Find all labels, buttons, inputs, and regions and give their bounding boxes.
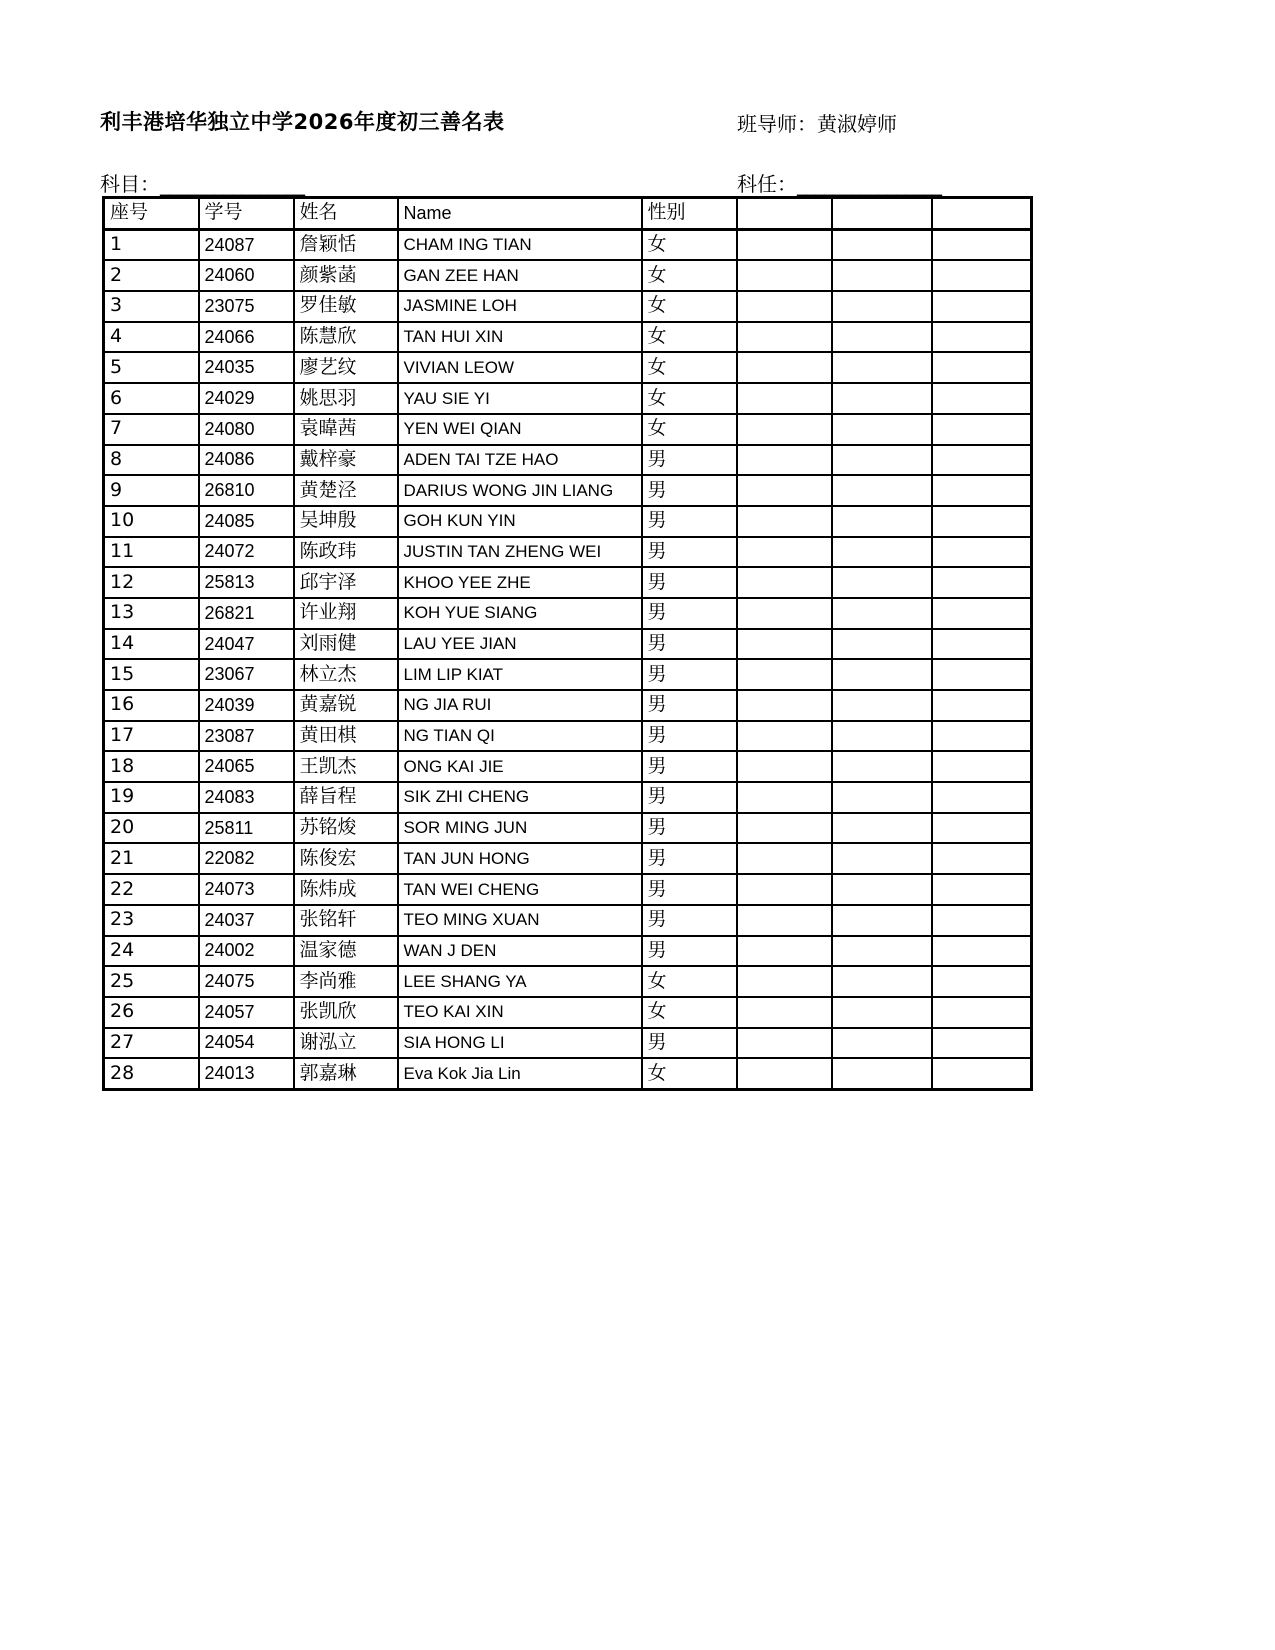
student-row xyxy=(104,567,1032,598)
gender-cell: 女 xyxy=(642,352,737,383)
english-name-cell: TAN JUN HONG xyxy=(398,843,642,874)
english-name-cell: GOH KUN YIN xyxy=(398,506,642,537)
empty-cell xyxy=(737,260,832,291)
gender-cell: 女 xyxy=(642,260,737,291)
empty-cell xyxy=(932,905,1032,936)
empty-cell xyxy=(737,690,832,721)
english-name-cell: LAU YEE JIAN xyxy=(398,629,642,660)
empty-cell xyxy=(832,721,932,752)
empty-cell xyxy=(832,352,932,383)
empty-cell xyxy=(832,1028,932,1059)
chinese-name-cell: 苏铭焌 xyxy=(294,813,398,844)
english-name-cell: ONG KAI JIE xyxy=(398,751,642,782)
chinese-name-cell: 袁暐茜 xyxy=(294,414,398,445)
seat-number-cell: 20 xyxy=(104,813,199,844)
chinese-name-cell: 邱宇泽 xyxy=(294,567,398,598)
empty-cell xyxy=(932,352,1032,383)
empty-cell xyxy=(932,567,1032,598)
chinese-name-cell: 颜紫菡 xyxy=(294,260,398,291)
chinese-name-cell: 许业翔 xyxy=(294,598,398,629)
student-row xyxy=(104,936,1032,967)
seat-number-cell: 16 xyxy=(104,690,199,721)
empty-cell xyxy=(932,751,1032,782)
english-name-cell: YAU SIE YI xyxy=(398,383,642,414)
seat-number-cell: 26 xyxy=(104,997,199,1028)
gender-cell: 女 xyxy=(642,322,737,353)
empty-cell xyxy=(737,229,832,260)
student-row xyxy=(104,445,1032,476)
gender-cell: 男 xyxy=(642,659,737,690)
english-name-cell: Eva Kok Jia Lin xyxy=(398,1058,642,1089)
empty-cell xyxy=(737,352,832,383)
chinese-name-cell: 谢泓立 xyxy=(294,1028,398,1059)
english-name-cell: DARIUS WONG JIN LIANG xyxy=(398,475,642,506)
chinese-name-cell: 张铭轩 xyxy=(294,905,398,936)
english-name-cell: JASMINE LOH xyxy=(398,291,642,322)
empty-cell xyxy=(932,1028,1032,1059)
english-name-cell: VIVIAN LEOW xyxy=(398,352,642,383)
empty-cell xyxy=(932,843,1032,874)
empty-cell xyxy=(932,322,1032,353)
chinese-name-cell: 陈炜成 xyxy=(294,874,398,905)
page-title: 利丰港培华独立中学2026年度初三善名表 xyxy=(100,110,505,134)
empty-cell xyxy=(832,690,932,721)
english-name-cell: KHOO YEE ZHE xyxy=(398,567,642,598)
empty-cell xyxy=(832,813,932,844)
student-id-cell: 22082 xyxy=(199,843,294,874)
empty-cell xyxy=(737,659,832,690)
student-row xyxy=(104,260,1032,291)
header-empty xyxy=(932,198,1032,230)
subject-blank-line: ________________ xyxy=(160,172,304,196)
subject-label: 科目： xyxy=(100,172,160,196)
seat-number-cell: 23 xyxy=(104,905,199,936)
student-row xyxy=(104,598,1032,629)
english-name-cell: LIM LIP KIAT xyxy=(398,659,642,690)
student-id-cell: 26821 xyxy=(199,598,294,629)
chinese-name-cell: 詹颖恬 xyxy=(294,229,398,260)
student-id-cell: 24085 xyxy=(199,506,294,537)
seat-number-cell: 6 xyxy=(104,383,199,414)
student-id-cell: 24073 xyxy=(199,874,294,905)
student-row xyxy=(104,352,1032,383)
gender-cell: 男 xyxy=(642,475,737,506)
gender-cell: 女 xyxy=(642,966,737,997)
seat-number-cell: 17 xyxy=(104,721,199,752)
gender-cell: 男 xyxy=(642,905,737,936)
student-id-cell: 24080 xyxy=(199,414,294,445)
empty-cell xyxy=(832,659,932,690)
chinese-name-cell: 李尚雅 xyxy=(294,966,398,997)
gender-cell: 男 xyxy=(642,782,737,813)
english-name-cell: KOH YUE SIANG xyxy=(398,598,642,629)
header-row xyxy=(104,198,1032,230)
seat-number-cell: 2 xyxy=(104,260,199,291)
student-id-cell: 25811 xyxy=(199,813,294,844)
header-student-id: 学号 xyxy=(199,198,294,230)
gender-cell: 男 xyxy=(642,936,737,967)
chinese-name-cell: 刘雨健 xyxy=(294,629,398,660)
gender-cell: 女 xyxy=(642,291,737,322)
student-id-cell: 24047 xyxy=(199,629,294,660)
gender-cell: 男 xyxy=(642,843,737,874)
header-empty xyxy=(737,198,832,230)
chinese-name-cell: 姚思羽 xyxy=(294,383,398,414)
gender-cell: 男 xyxy=(642,874,737,905)
student-row xyxy=(104,506,1032,537)
student-id-cell: 23067 xyxy=(199,659,294,690)
english-name-cell: ADEN TAI TZE HAO xyxy=(398,445,642,476)
empty-cell xyxy=(832,506,932,537)
student-row xyxy=(104,414,1032,445)
empty-cell xyxy=(832,905,932,936)
empty-cell xyxy=(737,782,832,813)
empty-cell xyxy=(932,936,1032,967)
student-row xyxy=(104,475,1032,506)
seat-number-cell: 27 xyxy=(104,1028,199,1059)
header-empty xyxy=(832,198,932,230)
student-row xyxy=(104,383,1032,414)
student-row xyxy=(104,629,1032,660)
student-table-body xyxy=(104,229,1032,1089)
seat-number-cell: 24 xyxy=(104,936,199,967)
english-name-cell: WAN J DEN xyxy=(398,936,642,967)
chinese-name-cell: 王凯杰 xyxy=(294,751,398,782)
gender-cell: 男 xyxy=(642,445,737,476)
student-row xyxy=(104,782,1032,813)
student-row xyxy=(104,659,1032,690)
seat-number-cell: 9 xyxy=(104,475,199,506)
empty-cell xyxy=(737,905,832,936)
chinese-name-cell: 黄田棋 xyxy=(294,721,398,752)
empty-cell xyxy=(737,997,832,1028)
empty-cell xyxy=(932,475,1032,506)
empty-cell xyxy=(932,997,1032,1028)
english-name-cell: LEE SHANG YA xyxy=(398,966,642,997)
english-name-cell: YEN WEI QIAN xyxy=(398,414,642,445)
student-id-cell: 24002 xyxy=(199,936,294,967)
student-row xyxy=(104,537,1032,568)
chinese-name-cell: 林立杰 xyxy=(294,659,398,690)
student-row xyxy=(104,721,1032,752)
empty-cell xyxy=(737,537,832,568)
empty-cell xyxy=(932,537,1032,568)
empty-cell xyxy=(932,721,1032,752)
student-row xyxy=(104,813,1032,844)
student-row xyxy=(104,751,1032,782)
student-id-cell: 24065 xyxy=(199,751,294,782)
header-seat: 座号 xyxy=(104,198,199,230)
student-row xyxy=(104,874,1032,905)
empty-cell xyxy=(932,291,1032,322)
subject-line xyxy=(100,168,304,197)
empty-cell xyxy=(832,260,932,291)
english-name-cell: TAN WEI CHENG xyxy=(398,874,642,905)
gender-cell: 女 xyxy=(642,229,737,260)
chinese-name-cell: 温家德 xyxy=(294,936,398,967)
empty-cell xyxy=(737,322,832,353)
student-row xyxy=(104,291,1032,322)
student-id-cell: 24013 xyxy=(199,1058,294,1089)
seat-number-cell: 19 xyxy=(104,782,199,813)
english-name-cell: SIK ZHI CHENG xyxy=(398,782,642,813)
empty-cell xyxy=(832,414,932,445)
student-id-cell: 24066 xyxy=(199,322,294,353)
gender-cell: 男 xyxy=(642,598,737,629)
student-id-cell: 24037 xyxy=(199,905,294,936)
empty-cell xyxy=(832,782,932,813)
student-row xyxy=(104,997,1032,1028)
seat-number-cell: 21 xyxy=(104,843,199,874)
student-row xyxy=(104,322,1032,353)
empty-cell xyxy=(737,506,832,537)
empty-cell xyxy=(932,445,1032,476)
empty-cell xyxy=(932,690,1032,721)
chinese-name-cell: 戴梓豪 xyxy=(294,445,398,476)
empty-cell xyxy=(832,629,932,660)
empty-cell xyxy=(737,721,832,752)
gender-cell: 女 xyxy=(642,1058,737,1089)
seat-number-cell: 22 xyxy=(104,874,199,905)
seat-number-cell: 7 xyxy=(104,414,199,445)
seat-number-cell: 13 xyxy=(104,598,199,629)
english-name-cell: TEO MING XUAN xyxy=(398,905,642,936)
english-name-cell: SOR MING JUN xyxy=(398,813,642,844)
empty-cell xyxy=(932,813,1032,844)
empty-cell xyxy=(932,874,1032,905)
student-id-cell: 24083 xyxy=(199,782,294,813)
empty-cell xyxy=(737,874,832,905)
seat-number-cell: 3 xyxy=(104,291,199,322)
student-row xyxy=(104,1058,1032,1089)
seat-number-cell: 12 xyxy=(104,567,199,598)
student-row xyxy=(104,229,1032,260)
student-roster-table xyxy=(102,196,1033,1091)
empty-cell xyxy=(737,475,832,506)
empty-cell xyxy=(932,383,1032,414)
empty-cell xyxy=(932,414,1032,445)
student-id-cell: 23075 xyxy=(199,291,294,322)
table-header xyxy=(104,198,1032,230)
empty-cell xyxy=(832,567,932,598)
student-row xyxy=(104,1028,1032,1059)
gender-cell: 男 xyxy=(642,721,737,752)
student-id-cell: 24087 xyxy=(199,229,294,260)
chinese-name-cell: 薛旨程 xyxy=(294,782,398,813)
chinese-name-cell: 黄嘉锐 xyxy=(294,690,398,721)
empty-cell xyxy=(737,445,832,476)
student-row xyxy=(104,843,1032,874)
empty-cell xyxy=(737,629,832,660)
seat-number-cell: 25 xyxy=(104,966,199,997)
student-id-cell: 24039 xyxy=(199,690,294,721)
student-id-cell: 24060 xyxy=(199,260,294,291)
empty-cell xyxy=(737,414,832,445)
header-gender: 性别 xyxy=(642,198,737,230)
student-id-cell: 24035 xyxy=(199,352,294,383)
empty-cell xyxy=(737,598,832,629)
empty-cell xyxy=(932,629,1032,660)
empty-cell xyxy=(932,782,1032,813)
empty-cell xyxy=(832,537,932,568)
chinese-name-cell: 罗佳敏 xyxy=(294,291,398,322)
gender-cell: 男 xyxy=(642,1028,737,1059)
english-name-cell: JUSTIN TAN ZHENG WEI xyxy=(398,537,642,568)
gender-cell: 男 xyxy=(642,537,737,568)
empty-cell xyxy=(832,291,932,322)
student-id-cell: 24054 xyxy=(199,1028,294,1059)
empty-cell xyxy=(737,1028,832,1059)
subject-teacher-label: 科任： xyxy=(737,172,797,196)
empty-cell xyxy=(832,751,932,782)
empty-cell xyxy=(932,598,1032,629)
english-name-cell: GAN ZEE HAN xyxy=(398,260,642,291)
gender-cell: 男 xyxy=(642,629,737,660)
header-chinese-name: 姓名 xyxy=(294,198,398,230)
chinese-name-cell: 廖艺纹 xyxy=(294,352,398,383)
seat-number-cell: 15 xyxy=(104,659,199,690)
student-row xyxy=(104,966,1032,997)
empty-cell xyxy=(832,322,932,353)
empty-cell xyxy=(832,936,932,967)
empty-cell xyxy=(832,383,932,414)
empty-cell xyxy=(832,997,932,1028)
chinese-name-cell: 张凯欣 xyxy=(294,997,398,1028)
empty-cell xyxy=(832,475,932,506)
empty-cell xyxy=(737,291,832,322)
chinese-name-cell: 陈慧欣 xyxy=(294,322,398,353)
empty-cell xyxy=(932,229,1032,260)
empty-cell xyxy=(832,229,932,260)
subject-teacher-blank-line: ________________ xyxy=(797,172,941,196)
empty-cell xyxy=(737,567,832,598)
empty-cell xyxy=(737,383,832,414)
student-id-cell: 24029 xyxy=(199,383,294,414)
chinese-name-cell: 陈政玮 xyxy=(294,537,398,568)
empty-cell xyxy=(932,1058,1032,1089)
seat-number-cell: 28 xyxy=(104,1058,199,1089)
seat-number-cell: 4 xyxy=(104,322,199,353)
empty-cell xyxy=(737,936,832,967)
seat-number-cell: 14 xyxy=(104,629,199,660)
student-id-cell: 25813 xyxy=(199,567,294,598)
gender-cell: 男 xyxy=(642,813,737,844)
english-name-cell: TEO KAI XIN xyxy=(398,997,642,1028)
subject-teacher-line xyxy=(737,168,941,197)
gender-cell: 男 xyxy=(642,567,737,598)
empty-cell xyxy=(832,445,932,476)
english-name-cell: TAN HUI XIN xyxy=(398,322,642,353)
empty-cell xyxy=(737,1058,832,1089)
gender-cell: 女 xyxy=(642,997,737,1028)
gender-cell: 男 xyxy=(642,690,737,721)
student-id-cell: 24072 xyxy=(199,537,294,568)
empty-cell xyxy=(932,506,1032,537)
empty-cell xyxy=(737,751,832,782)
seat-number-cell: 10 xyxy=(104,506,199,537)
student-id-cell: 26810 xyxy=(199,475,294,506)
empty-cell xyxy=(832,843,932,874)
seat-number-cell: 11 xyxy=(104,537,199,568)
empty-cell xyxy=(932,659,1032,690)
student-id-cell: 23087 xyxy=(199,721,294,752)
seat-number-cell: 1 xyxy=(104,229,199,260)
empty-cell xyxy=(737,843,832,874)
seat-number-cell: 8 xyxy=(104,445,199,476)
english-name-cell: CHAM ING TIAN xyxy=(398,229,642,260)
empty-cell xyxy=(932,966,1032,997)
student-row xyxy=(104,905,1032,936)
empty-cell xyxy=(832,966,932,997)
empty-cell xyxy=(737,966,832,997)
header-english-name: Name xyxy=(398,198,642,230)
gender-cell: 女 xyxy=(642,383,737,414)
empty-cell xyxy=(932,260,1032,291)
student-id-cell: 24057 xyxy=(199,997,294,1028)
gender-cell: 男 xyxy=(642,506,737,537)
student-row xyxy=(104,690,1032,721)
gender-cell: 男 xyxy=(642,751,737,782)
empty-cell xyxy=(737,813,832,844)
seat-number-cell: 5 xyxy=(104,352,199,383)
chinese-name-cell: 陈俊宏 xyxy=(294,843,398,874)
english-name-cell: SIA HONG LI xyxy=(398,1028,642,1059)
empty-cell xyxy=(832,874,932,905)
student-id-cell: 24075 xyxy=(199,966,294,997)
student-id-cell: 24086 xyxy=(199,445,294,476)
english-name-cell: NG JIA RUI xyxy=(398,690,642,721)
gender-cell: 女 xyxy=(642,414,737,445)
chinese-name-cell: 吴坤殷 xyxy=(294,506,398,537)
english-name-cell: NG TIAN QI xyxy=(398,721,642,752)
empty-cell xyxy=(832,1058,932,1089)
chinese-name-cell: 郭嘉琳 xyxy=(294,1058,398,1089)
empty-cell xyxy=(832,598,932,629)
class-teacher-label: 班导师：黄淑婷师 xyxy=(737,112,897,136)
seat-number-cell: 18 xyxy=(104,751,199,782)
chinese-name-cell: 黄楚泾 xyxy=(294,475,398,506)
